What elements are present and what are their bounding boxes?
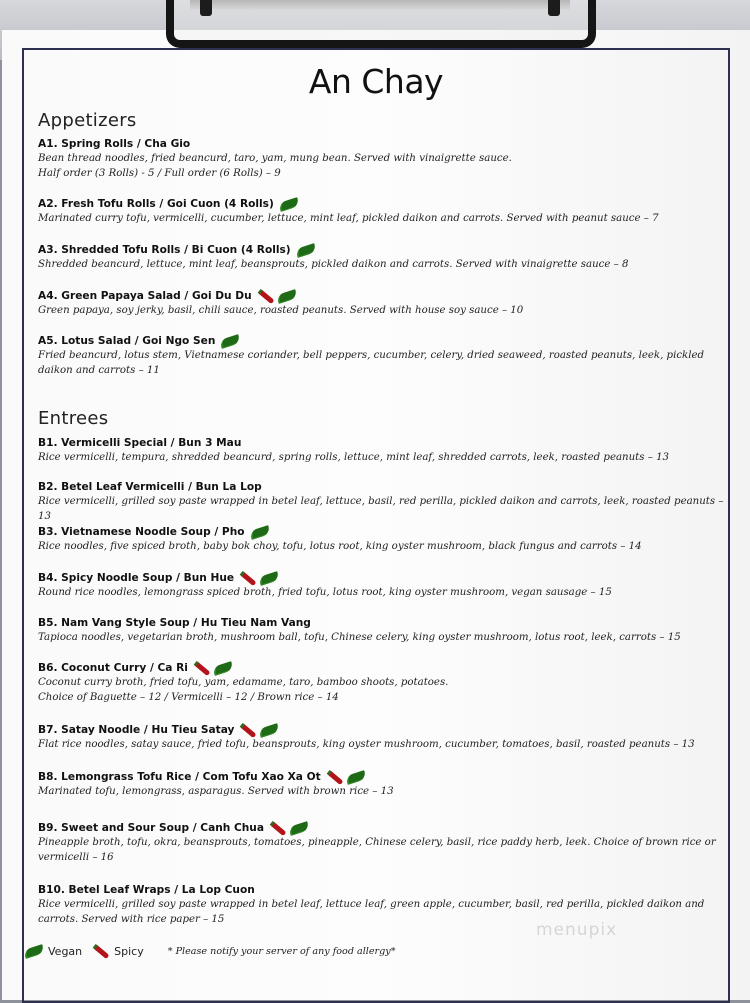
item-name: B5. Nam Vang Style Soup / Hu Tieu Nam Vang [38,617,311,629]
menu-item-b9 [38,820,726,865]
menu-item-a3 [38,242,726,273]
item-description: Marinated tofu, lemongrass, asparagus. Served with brown rice – 13 [38,786,394,797]
menu-item-b1 [38,435,726,466]
spicy-icon [270,820,287,835]
vegan-icon [288,821,310,836]
allergy-note: * Please notify your server of any food allergy* [167,946,396,957]
vegan-icon [212,661,234,676]
vegan-icon [278,197,300,212]
item-name: B9. Sweet and Sour Soup / Canh Chua [38,820,726,836]
item-description: Flat rice noodles, satay sauce, fried tofu, beansprouts, king oyster mushroom, cucumber, tomatoes, basil, roasted peanuts – 13 [38,739,695,750]
legend-spicy-label: Spicy [114,945,144,958]
menu-item-b2 [38,479,726,524]
item-description: Rice noodles, five spiced broth, baby bok choy, tofu, lotus root, king oyster mushroom, black fungus and carrots – 14 [38,541,642,552]
item-name: B4. Spicy Noodle Soup / Bun Hue [38,570,726,586]
clipboard-clip [166,0,596,48]
vegan-icon [219,334,241,349]
spicy-icon [240,722,257,737]
restaurant-title: An Chay [308,62,444,101]
watermark: menupix [536,920,618,940]
menu-item-b6 [38,660,726,705]
vegan-icon [23,944,45,959]
spicy-icon [240,570,257,585]
item-name: B6. Coconut Curry / Ca Ri [38,660,726,676]
item-description: Round rice noodles, lemongrass spiced broth, fried tofu, lotus root, king oyster mushroom, vegan sausage – 15 [38,587,612,598]
menu-item-a2 [38,196,726,227]
item-description: Rice vermicelli, tempura, shredded beancurd, spring rolls, lettuce, mint leaf, shredded carrots, leek, roasted peanuts – 13 [38,452,670,463]
section-title-entrees: Entrees [38,408,109,429]
spicy-icon [257,288,274,303]
item-name: B3. Vietnamese Noodle Soup / Pho [38,524,726,540]
menu-item-b7 [38,722,726,753]
item-description: Coconut curry broth, fried tofu, yam, edamame, taro, bamboo shoots, potatoes. [38,677,449,688]
item-description: Rice vermicelli, grilled soy paste wrapped in betel leaf, lettuce leaf, green apple, cucumber, basil, red perilla, pickled daikon and carrots. Served with rice paper – 15 [38,899,705,925]
item-description: Tapioca noodles, vegetarian broth, mushroom ball, tofu, Chinese celery, king oyster mushroom, lotus root, leek, carrots – 15 [38,632,681,643]
vegan-icon [259,723,281,738]
vegan-icon [249,525,271,540]
item-name: A2. Fresh Tofu Rolls / Goi Cuon (4 Rolls) [38,196,726,212]
menu-item-a5 [38,333,726,378]
item-name: B10. Betel Leaf Wraps / La Lop Cuon [38,884,255,896]
item-description: Pineapple broth, tofu, okra, beansprouts, tomatoes, pineapple, Chinese celery, basil, rice paddy herb, leek. Choice of brown rice or vermicelli – 16 [38,837,716,863]
item-name: A1. Spring Rolls / Cha Gio [38,138,191,150]
spicy-icon [326,769,343,784]
menu-legend [24,945,724,958]
item-description: Fried beancurd, lotus stem, Vietnamese coriander, bell peppers, cucumber, celery, dried seaweed, roasted peanuts, leek, pickled daikon and carrots – 11 [38,350,705,376]
item-price-options: Choice of Baguette – 12 / Vermicelli – 12 / Brown rice – 14 [38,691,339,703]
clipboard-peg-left [200,0,212,16]
menu-item-b4 [38,570,726,601]
item-name: B8. Lemongrass Tofu Rice / Com Tofu Xao Xa Ot [38,769,726,785]
item-name: A3. Shredded Tofu Rolls / Bi Cuon (4 Rolls) [38,242,726,258]
clipboard-peg-right [548,0,560,16]
legend-vegan-label: Vegan [48,945,83,958]
vegan-icon [276,289,298,304]
item-name: B7. Satay Noodle / Hu Tieu Satay [38,722,726,738]
item-description: Marinated curry tofu, vermicelli, cucumber, lettuce, mint leaf, pickled daikon and carrots. Served with peanut sauce – 7 [38,213,659,224]
item-description: Shredded beancurd, lettuce, mint leaf, beansprouts, pickled daikon and carrots. Served with vinaigrette sauce – 8 [38,259,629,270]
spicy-icon [193,660,210,675]
menu-paper [2,30,750,1000]
menu-item-b5 [38,615,726,646]
item-name: A5. Lotus Salad / Goi Ngo Sen [38,333,726,349]
menu-item-b8 [38,769,726,800]
menu-item-a4 [38,288,726,319]
section-title-appetizers: Appetizers [38,110,137,131]
vegan-icon [295,243,317,258]
item-description: Rice vermicelli, grilled soy paste wrapped in betel leaf, lettuce, basil, red perilla, pickled daikon and carrots, leek, roasted peanuts – 13 [38,496,724,522]
item-price-options: Half order (3 Rolls) - 5 / Full order (6 Rolls) – 9 [38,167,281,179]
vegan-icon [345,770,367,785]
item-name: B2. Betel Leaf Vermicelli / Bun La Lop [38,481,262,493]
item-description: Green papaya, soy jerky, basil, chili sauce, roasted peanuts. Served with house soy sauce – 10 [38,305,524,316]
item-name: A4. Green Papaya Salad / Goi Du Du [38,288,726,304]
spicy-icon [93,944,110,959]
menu-item-b10 [38,882,726,927]
item-description: Bean thread noodles, fried beancurd, taro, yam, mung bean. Served with vinaigrette sauce. [38,153,512,164]
menu-item-a1 [38,136,726,181]
vegan-icon [258,571,280,586]
menu-item-b3 [38,524,726,555]
item-name: B1. Vermicelli Special / Bun 3 Mau [38,437,242,449]
